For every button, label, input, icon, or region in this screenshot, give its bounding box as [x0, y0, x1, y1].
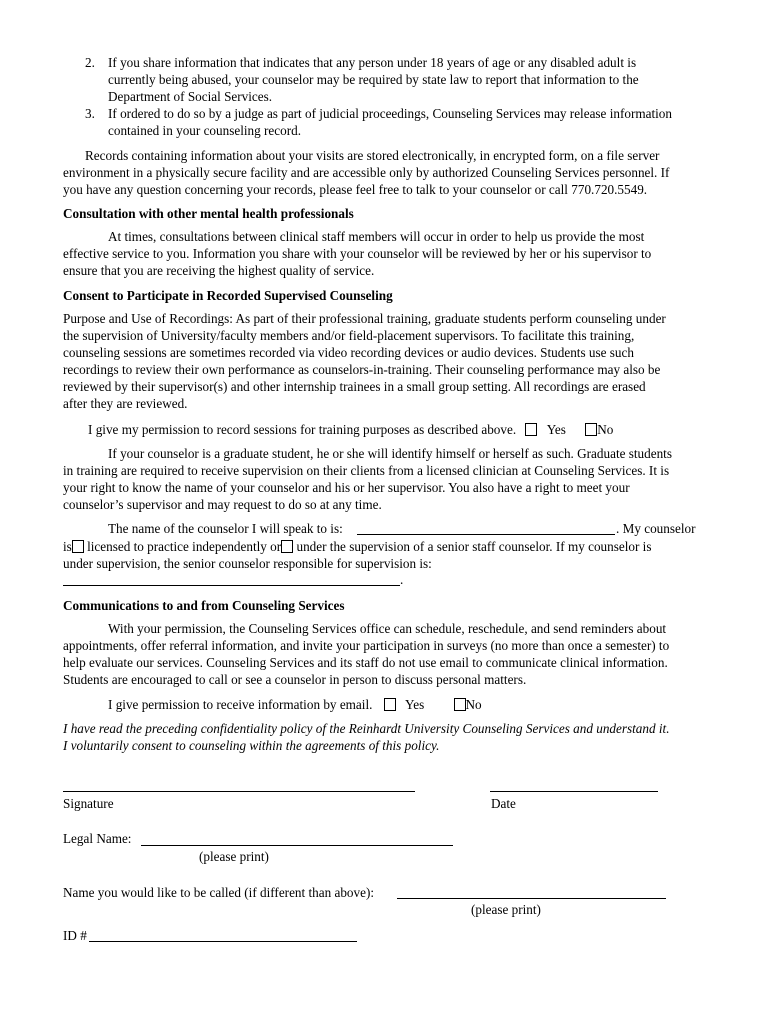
record-permission-text: I give my permission to record sessions for training purposes as described above. — [88, 422, 517, 437]
list-number: 3. — [85, 106, 95, 121]
counselor-name-label: The name of the counselor I will speak to is: — [108, 521, 343, 536]
counselor-name-field[interactable] — [357, 534, 615, 535]
record-no-label: No — [597, 422, 614, 437]
consultation-heading: Consultation with other mental health professionals — [63, 206, 354, 221]
statement-line: I voluntarily consent to counseling within the agreements of this policy. — [63, 738, 440, 753]
statement-line: I have read the preceding confidentiality policy of the Reinhardt University Counseling Services and understand it. — [63, 721, 670, 736]
email-yes-checkbox[interactable] — [384, 698, 396, 711]
paragraph-line: At times, consultations between clinical staff members will occur in order to help us provide the most — [108, 229, 645, 244]
record-yes-checkbox[interactable] — [525, 423, 537, 436]
date-label: Date — [491, 796, 516, 811]
legal-name-label: Legal Name: — [63, 831, 132, 846]
paragraph-line: Students are encouraged to call or see a counselor in person to discuss personal matters. — [63, 672, 527, 687]
licensed-row — [63, 538, 651, 555]
list-text: currently being abused, your counselor may be required by state law to report that information to the — [108, 72, 639, 87]
please-print-hint: (please print) — [199, 849, 269, 864]
record-no-checkbox[interactable] — [585, 423, 597, 436]
communications-paragraph — [63, 620, 703, 688]
email-permission-row — [108, 696, 482, 713]
licensed-text: licensed to practice independently or — [87, 539, 282, 554]
email-permission-text: I give permission to receive information by email. — [108, 697, 373, 712]
paragraph-line: ensure that you are receiving the highest quality of service. — [63, 263, 375, 278]
period-text: . — [400, 572, 404, 587]
paragraph-line: If your counselor is a graduate student, he or she will identify himself or herself as such. Graduate students — [108, 446, 672, 461]
under-supervision-text: under supervision, the senior counselor responsible for supervision is: — [63, 556, 432, 571]
communications-heading: Communications to and from Counseling Services — [63, 598, 345, 613]
signature-label: Signature — [63, 796, 114, 811]
list-text: Department of Social Services. — [108, 89, 273, 104]
paragraph-line: appointments, offer referral information, and invite your participation in surveys (no more than once a semester) to — [63, 638, 670, 653]
supervision-checkbox[interactable] — [281, 540, 293, 553]
record-yes-label: Yes — [546, 422, 566, 437]
email-no-checkbox[interactable] — [454, 698, 466, 711]
paragraph-line: your right to know the name of your counselor and his or her supervisor. You also have a right to meet your — [63, 480, 630, 495]
email-yes-label: Yes — [405, 697, 425, 712]
paragraph-line: environment in a physically secure facility and are accessible only by authorized Counseling Services personnel. If — [63, 165, 670, 180]
consent-heading: Consent to Participate in Recorded Supervised Counseling — [63, 288, 393, 303]
list-text: If ordered to do so by a judge as part of judicial proceedings, Counseling Services may release information — [108, 106, 672, 121]
paragraph-line: Purpose and Use of Recordings: As part of their professional training, graduate students perform counseling under — [63, 311, 666, 326]
my-counselor-text: . My counselor — [616, 521, 696, 536]
legal-name-field[interactable] — [141, 845, 453, 846]
preferred-name-field[interactable] — [397, 898, 666, 899]
date-field[interactable] — [490, 791, 658, 792]
consent-paragraph — [63, 310, 703, 412]
supervision-text: under the supervision of a senior staff counselor. If my counselor is — [296, 539, 652, 554]
paragraph-line: the supervision of University/faculty members and/or field-placement supervisors. To facilitate this training, — [63, 328, 635, 343]
records-paragraph — [63, 147, 703, 198]
id-label: ID # — [63, 928, 87, 943]
paragraph-line: help evaluate our services. Counseling Services and its staff do not use email to communicate clinical information. — [63, 655, 668, 670]
graduate-paragraph — [63, 445, 703, 513]
consent-statement — [63, 720, 703, 754]
consultation-paragraph — [63, 228, 703, 279]
paragraph-line: reviewed by their supervisor(s) and other internship trainees in a small group setting. All recordings are erased — [63, 379, 646, 394]
paragraph-line: counselor’s supervisor and may request to do so at any time. — [63, 497, 382, 512]
paragraph-line: counseling sessions are sometimes recorded via video recording devices or audio devices. Students use such — [63, 345, 634, 360]
is-text: is — [63, 539, 72, 554]
list-text: contained in your counseling record. — [108, 123, 301, 138]
record-permission-row — [88, 421, 613, 438]
paragraph-line: recordings to review their own performance as counselors-in-training. Their counseling performance may also be — [63, 362, 661, 377]
licensed-checkbox[interactable] — [72, 540, 84, 553]
paragraph-line: in training are required to receive supervision on their clients from a licensed clinician at Counseling Services. It is — [63, 463, 670, 478]
senior-counselor-field[interactable] — [63, 585, 400, 586]
paragraph-line: Records containing information about your visits are stored electronically, in encrypted form, on a file server — [85, 148, 660, 163]
email-no-label: No — [465, 697, 482, 712]
please-print-hint-2: (please print) — [471, 902, 541, 917]
paragraph-line: With your permission, the Counseling Services office can schedule, reschedule, and send reminders about — [108, 621, 667, 636]
list-text: If you share information that indicates that any person under 18 years of age or any disabled adult is — [108, 55, 637, 70]
list-number: 2. — [85, 55, 95, 70]
signature-field[interactable] — [63, 791, 415, 792]
preferred-name-label: Name you would like to be called (if different than above): — [63, 885, 375, 900]
paragraph-line: effective service to you. Information you share with your counselor will be reviewed by her or his supervisor to — [63, 246, 652, 261]
id-field[interactable] — [89, 941, 357, 942]
paragraph-line: you have any question concerning your records, please feel free to talk to your counselor or call 770.720.5549. — [63, 182, 648, 197]
paragraph-line: after they are reviewed. — [63, 396, 188, 411]
